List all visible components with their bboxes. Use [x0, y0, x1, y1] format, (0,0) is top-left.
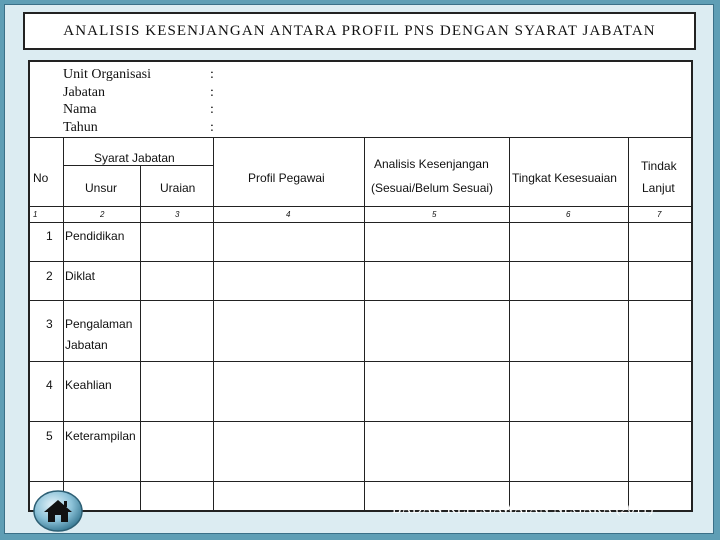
row-line-5 — [30, 481, 693, 482]
column-number: 5 — [432, 210, 437, 219]
row-line-4 — [30, 421, 693, 422]
row-number: 3 — [46, 317, 53, 331]
row-line-2 — [30, 300, 693, 301]
col-line-profil — [364, 137, 365, 512]
row-unsur: Diklat — [65, 269, 96, 283]
info-row-jabatan — [63, 84, 222, 102]
col-line-no — [63, 137, 64, 512]
info-row-nama — [63, 101, 222, 119]
column-number: 4 — [286, 210, 291, 219]
table-top-line — [30, 137, 693, 138]
header-profil-pegawai: Profil Pegawai — [248, 171, 325, 185]
header-sesuai-belum: (Sesuai/Belum Sesuai) — [371, 181, 494, 195]
row-line-1 — [30, 261, 693, 262]
info-label: Nama — [63, 102, 97, 117]
col-line-uraian — [213, 137, 214, 512]
row-number: 1 — [46, 229, 53, 243]
header-analisis-kesenjangan: Analisis Kesenjangan — [374, 157, 489, 171]
column-number: 1 — [33, 210, 38, 219]
col-line-tingkat — [628, 137, 629, 512]
footer-text: BADAN KEPEGAWAIAN NEGARA (2011) — [392, 502, 654, 517]
header-bottom-line — [30, 206, 693, 207]
row-number: 4 — [46, 378, 53, 392]
row-unsur: Pendidikan — [65, 229, 125, 243]
row-unsur: Keterampilan — [65, 429, 136, 443]
header-syarat-jabatan: Syarat Jabatan — [94, 151, 175, 165]
info-colon: : — [210, 84, 214, 100]
header-tindak: Tindak — [641, 159, 677, 173]
header-tingkat-kesesuaian: Tingkat Kesesuaian — [512, 171, 617, 185]
col-line-unsur — [140, 165, 141, 512]
col-line-analisis — [509, 137, 510, 512]
header-no: No — [33, 171, 49, 185]
header-uraian: Uraian — [160, 181, 196, 195]
info-row-tahun — [63, 119, 222, 137]
info-label: Jabatan — [63, 84, 105, 100]
row-line-3 — [30, 361, 693, 362]
column-number: 2 — [100, 210, 105, 219]
page-title: ANALISIS KESENJANGAN ANTARA PROFIL PNS DENGAN SYARAT JABATAN — [63, 22, 656, 39]
info-colon: : — [210, 119, 214, 135]
info-colon: : — [210, 67, 214, 82]
row-unsur-continued: Jabatan — [65, 338, 108, 352]
info-label: Unit Organisasi — [63, 67, 152, 82]
form-sheet — [28, 60, 693, 512]
header-unsur: Unsur — [85, 181, 118, 195]
info-block — [63, 66, 222, 136]
row-unsur: Pengalaman — [65, 317, 133, 331]
title-box — [23, 12, 696, 50]
header-lanjut: Lanjut — [642, 181, 675, 195]
info-label: Tahun — [63, 119, 98, 135]
info-colon: : — [210, 102, 214, 117]
home-button[interactable] — [32, 489, 84, 533]
row-number: 2 — [46, 269, 53, 283]
syarat-divider — [63, 165, 213, 166]
column-number: 6 — [566, 210, 571, 219]
column-number: 3 — [175, 210, 180, 219]
info-row-unit — [63, 66, 222, 84]
row-unsur: Keahlian — [65, 378, 112, 392]
row-number: 5 — [46, 429, 53, 443]
column-number: 7 — [657, 210, 662, 219]
colnum-bottom-line — [30, 222, 693, 223]
home-icon — [32, 489, 84, 533]
